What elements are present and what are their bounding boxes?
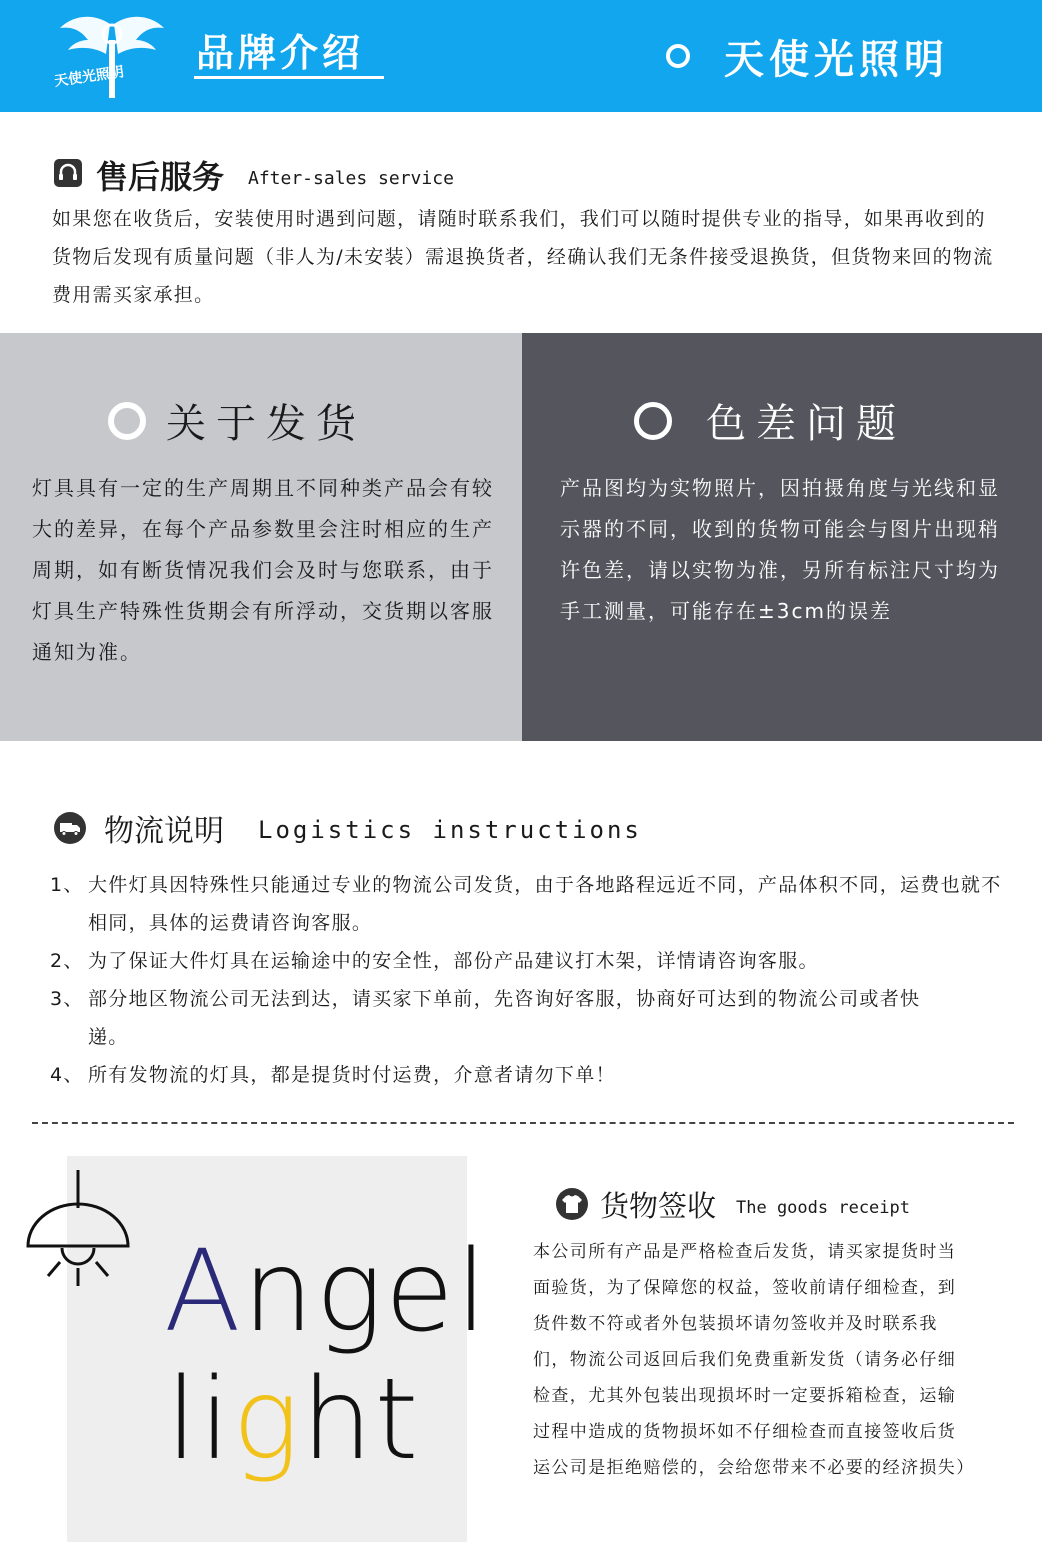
angel-letters-ngel: ngel: [242, 1227, 489, 1357]
shipping-title: 关于发货: [166, 401, 366, 447]
logo-text: 天使光照明: [53, 64, 125, 90]
ring-icon: [634, 402, 672, 440]
logistics-title: 物流说明: [104, 814, 224, 849]
list-item-text: 所有发物流的灯具，都是提货时付运费，介意者请勿下单！: [88, 1064, 616, 1086]
shipping-body: 灯具具有一定的生产周期且不同种类产品会有较大的差异，在每个产品参数里会注时相应的生产周期，如有断货情况我们会及时与您联系，由于灯具生产特殊性货期会有所浮动，交货期以客服通知为准。: [32, 476, 494, 664]
brand-intro-title: 品牌介绍: [196, 30, 365, 75]
list-item-text: 大件灯具因特殊性只能通过专业的物流公司发货，由于各地路程远近不同，产品体积不同，运费也就不相同，具体的运费请咨询客服。: [88, 874, 1002, 934]
light-word: [166, 1355, 421, 1485]
ring-icon: [666, 44, 690, 68]
light-letters-ht: ht: [301, 1355, 421, 1485]
angel-letter-a: A: [164, 1227, 243, 1357]
list-item: [50, 980, 1020, 1056]
list-item-number: 1、: [50, 874, 84, 896]
angel-wings-logo: [52, 10, 172, 106]
dashed-divider: [32, 1122, 1014, 1124]
list-item-number: 4、: [50, 1064, 84, 1086]
ring-icon: [108, 402, 146, 440]
light-letter-g: g: [232, 1355, 302, 1485]
truck-icon: [54, 812, 86, 844]
brand-underline: [194, 76, 384, 79]
list-item-text: 部分地区物流公司无法到达，请买家下单前，先咨询好客服，协商好可达到的物流公司或者快递。: [88, 988, 921, 1048]
after-sales-subtitle: After-sales service: [248, 168, 454, 189]
list-item-text: 为了保证大件灯具在运输途中的安全性，部份产品建议打木架，详情请咨询客服。: [88, 950, 819, 972]
list-item: [50, 942, 1020, 980]
angel-word: [164, 1227, 489, 1357]
receipt-subtitle: The goods receipt: [736, 1198, 910, 1218]
shirt-icon: [556, 1188, 588, 1220]
company-name: 天使光照明: [724, 36, 949, 83]
logistics-subtitle: Logistics instructions: [258, 816, 642, 844]
color-diff-title: 色差问题: [706, 401, 906, 447]
pendant-lamp-icon: [24, 1168, 134, 1293]
after-sales-body: 如果您在收货后，安装使用时遇到问题，请随时联系我们，我们可以随时提供专业的指导，如果再收到的货物后发现有质量问题（非人为/未安装）需退换货者，经确认我们无条件接受退换货，但货物来回的物流费用需买家承担。: [52, 208, 994, 306]
receipt-title: 货物签收: [600, 1189, 717, 1223]
list-item: [50, 866, 1020, 942]
list-item-number: 2、: [50, 950, 84, 972]
after-sales-title: 售后服务: [96, 158, 225, 196]
list-item-number: 3、: [50, 988, 84, 1010]
light-letters-li: li: [166, 1355, 233, 1485]
headset-icon: [54, 159, 82, 187]
color-diff-body: 产品图均为实物照片，因拍摄角度与光线和显示器的不同，收到的货物可能会与图片出现稍许色差，请以实物为准，另所有标注尺寸均为手工测量，可能存在±3cm的误差: [560, 476, 1000, 623]
list-item: [50, 1056, 1020, 1094]
logistics-list: [50, 866, 1020, 1094]
receipt-body: 本公司所有产品是严格检查后发货，请买家提货时当面验货，为了保障您的权益，签收前请仔细检查，到货件数不符或者外包装损坏请勿签收并及时联系我们，物流公司返回后我们免费重新发货（请务必仔细检查，尤其外包装出现损坏时一定要拆箱检查，运输过程中造成的货物损坏如不仔细检查而直接签收后货运公司是拒绝赔偿的，会给您带来不必要的经济损失）: [533, 1242, 975, 1478]
